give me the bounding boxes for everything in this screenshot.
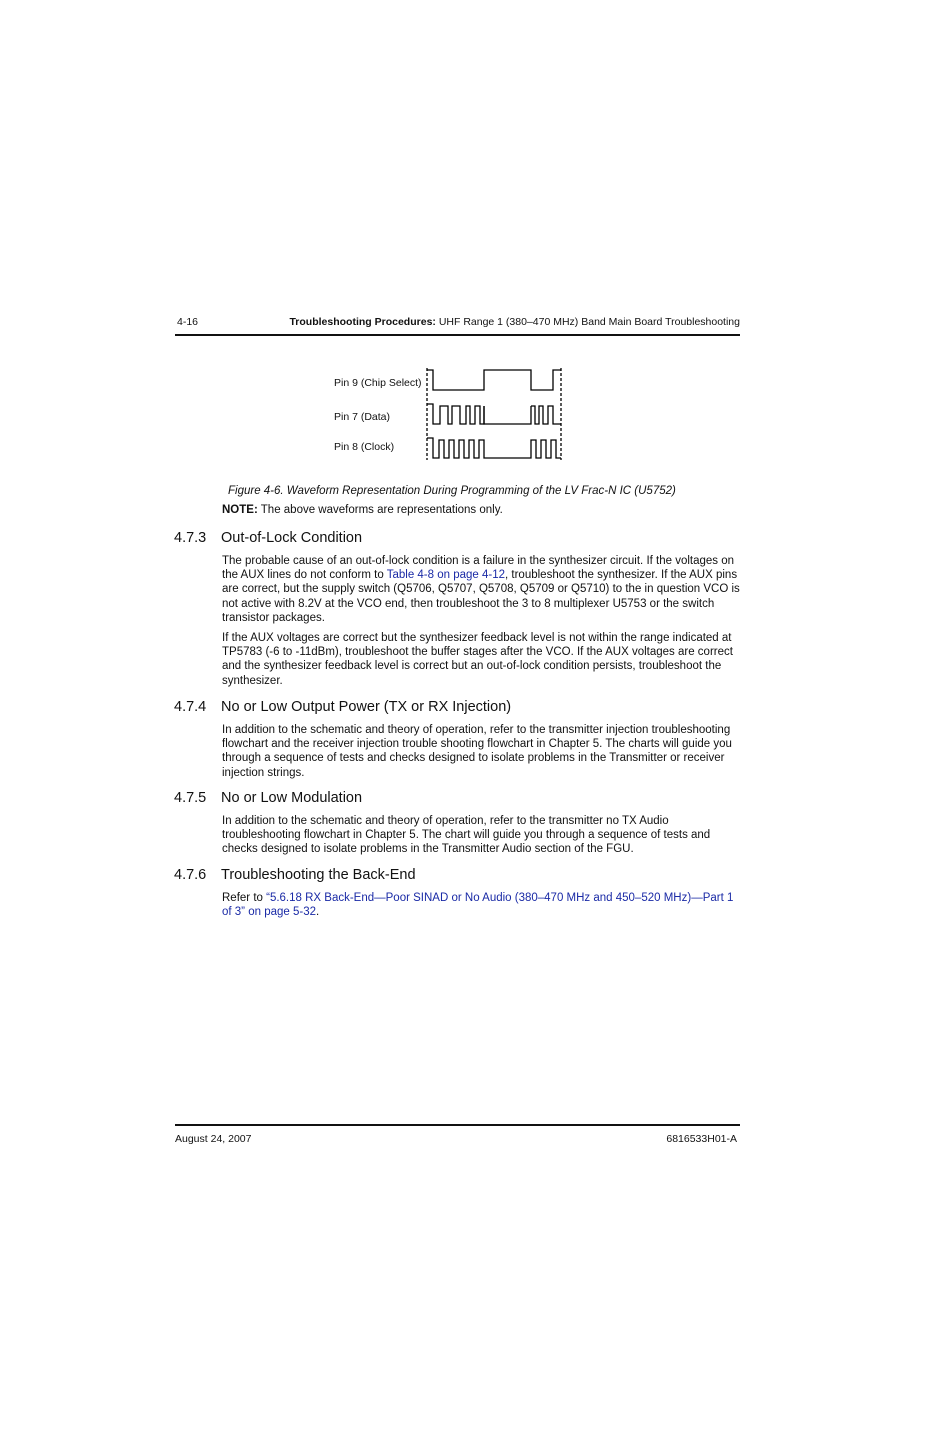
section-title: Out-of-Lock Condition bbox=[221, 530, 363, 546]
paragraph-text: , troubleshoot the synthesizer. If the AUX pins are correct, but the supply switch (Q5706, Q5707, Q5708, Q5709 or Q5710) to the in question VCO is not active with 8.2V at the VCO end, then troubleshoot the 3 to 8 multiplexer U5753 or the switch transistor packages. bbox=[222, 569, 740, 624]
header-rule bbox=[175, 334, 740, 336]
signal-label-data: Pin 7 (Data) bbox=[334, 411, 391, 423]
running-header-rest: UHF Range 1 (380–470 MHz) Band Main Board Troubleshooting bbox=[435, 316, 740, 328]
footer-date: August 24, 2007 bbox=[175, 1133, 252, 1145]
paragraph-text: The probable cause of an out-of-lock condition is a failure in the synthesizer circuit. If the voltages on the AUX lines do not conform to bbox=[222, 555, 735, 582]
paragraph bbox=[222, 891, 740, 919]
running-header bbox=[289, 316, 740, 328]
waveform-diagram bbox=[420, 364, 570, 464]
chip-select-waveform bbox=[427, 370, 561, 390]
paragraph-text: . bbox=[316, 906, 320, 919]
figure-caption: Figure 4-6. Waveform Representation During Programming of the LV Frac-N IC (U5752) bbox=[228, 485, 676, 497]
clock-waveform bbox=[427, 438, 561, 458]
rx-back-end-link[interactable]: “5.6.18 RX Back-End—Poor SINAD or No Audio (380–470 MHz and 450–520 MHz)—Part 1 of 3” on page 5-32 bbox=[222, 892, 734, 919]
section-title: Troubleshooting the Back-End bbox=[221, 867, 416, 883]
note-text: The above waveforms are representations only. bbox=[257, 504, 503, 516]
section-number: 4.7.6 bbox=[174, 867, 207, 883]
note-label: NOTE: bbox=[222, 504, 258, 516]
section-number: 4.7.3 bbox=[174, 530, 207, 546]
section-heading-4-7-5 bbox=[174, 790, 362, 806]
paragraph: In addition to the schematic and theory of operation, refer to the transmitter injection troubleshooting flowchart and the receiver injection trouble shooting flowchart in Chapter 5. The charts will guide you through a sequence of tests and checks designed to isolate problems in the Transmitter or receiver injection strings. bbox=[222, 724, 732, 779]
data-waveform-tail bbox=[531, 406, 561, 424]
page-number: 4-16 bbox=[177, 316, 199, 328]
section-heading-4-7-3 bbox=[174, 530, 362, 546]
data-waveform-idle bbox=[484, 406, 531, 424]
paragraph bbox=[222, 554, 740, 625]
section-heading-4-7-4 bbox=[174, 699, 511, 715]
section-title: No or Low Modulation bbox=[221, 790, 363, 806]
table-4-8-link[interactable]: Table 4-8 on page 4-12 bbox=[386, 569, 506, 582]
section-number: 4.7.5 bbox=[174, 790, 207, 806]
paragraph: In addition to the schematic and theory of operation, refer to the transmitter no TX Audio troubleshooting flowchart in Chapter 5. The chart will guide you through a sequence of tests and checks designed to isolate problems in the Transmitter Audio section of the FGU. bbox=[222, 815, 711, 856]
paragraph: If the AUX voltages are correct but the synthesizer feedback level is not within the range indicated at TP5783 (-6 to -11dBm), troubleshoot the buffer stages after the VCO. If the AUX voltages are correct and the synthesizer feedback level is correct but an out-of-lock condition persists, troubleshoot the synthesizer. bbox=[222, 632, 733, 687]
footer-rule bbox=[175, 1124, 740, 1126]
data-waveform bbox=[427, 404, 484, 424]
section-number: 4.7.4 bbox=[174, 699, 207, 715]
section-heading-4-7-6 bbox=[174, 867, 416, 883]
footer-doc-number: 6816533H01-A bbox=[666, 1133, 737, 1145]
section-title: No or Low Output Power (TX or RX Injection) bbox=[221, 699, 512, 715]
signal-label-clock: Pin 8 (Clock) bbox=[334, 441, 395, 453]
paragraph-text: Refer to bbox=[222, 892, 267, 904]
signal-label-chip-select: Pin 9 (Chip Select) bbox=[334, 377, 422, 389]
running-header-bold: Troubleshooting Procedures: bbox=[289, 316, 436, 328]
figure-note bbox=[222, 504, 503, 516]
